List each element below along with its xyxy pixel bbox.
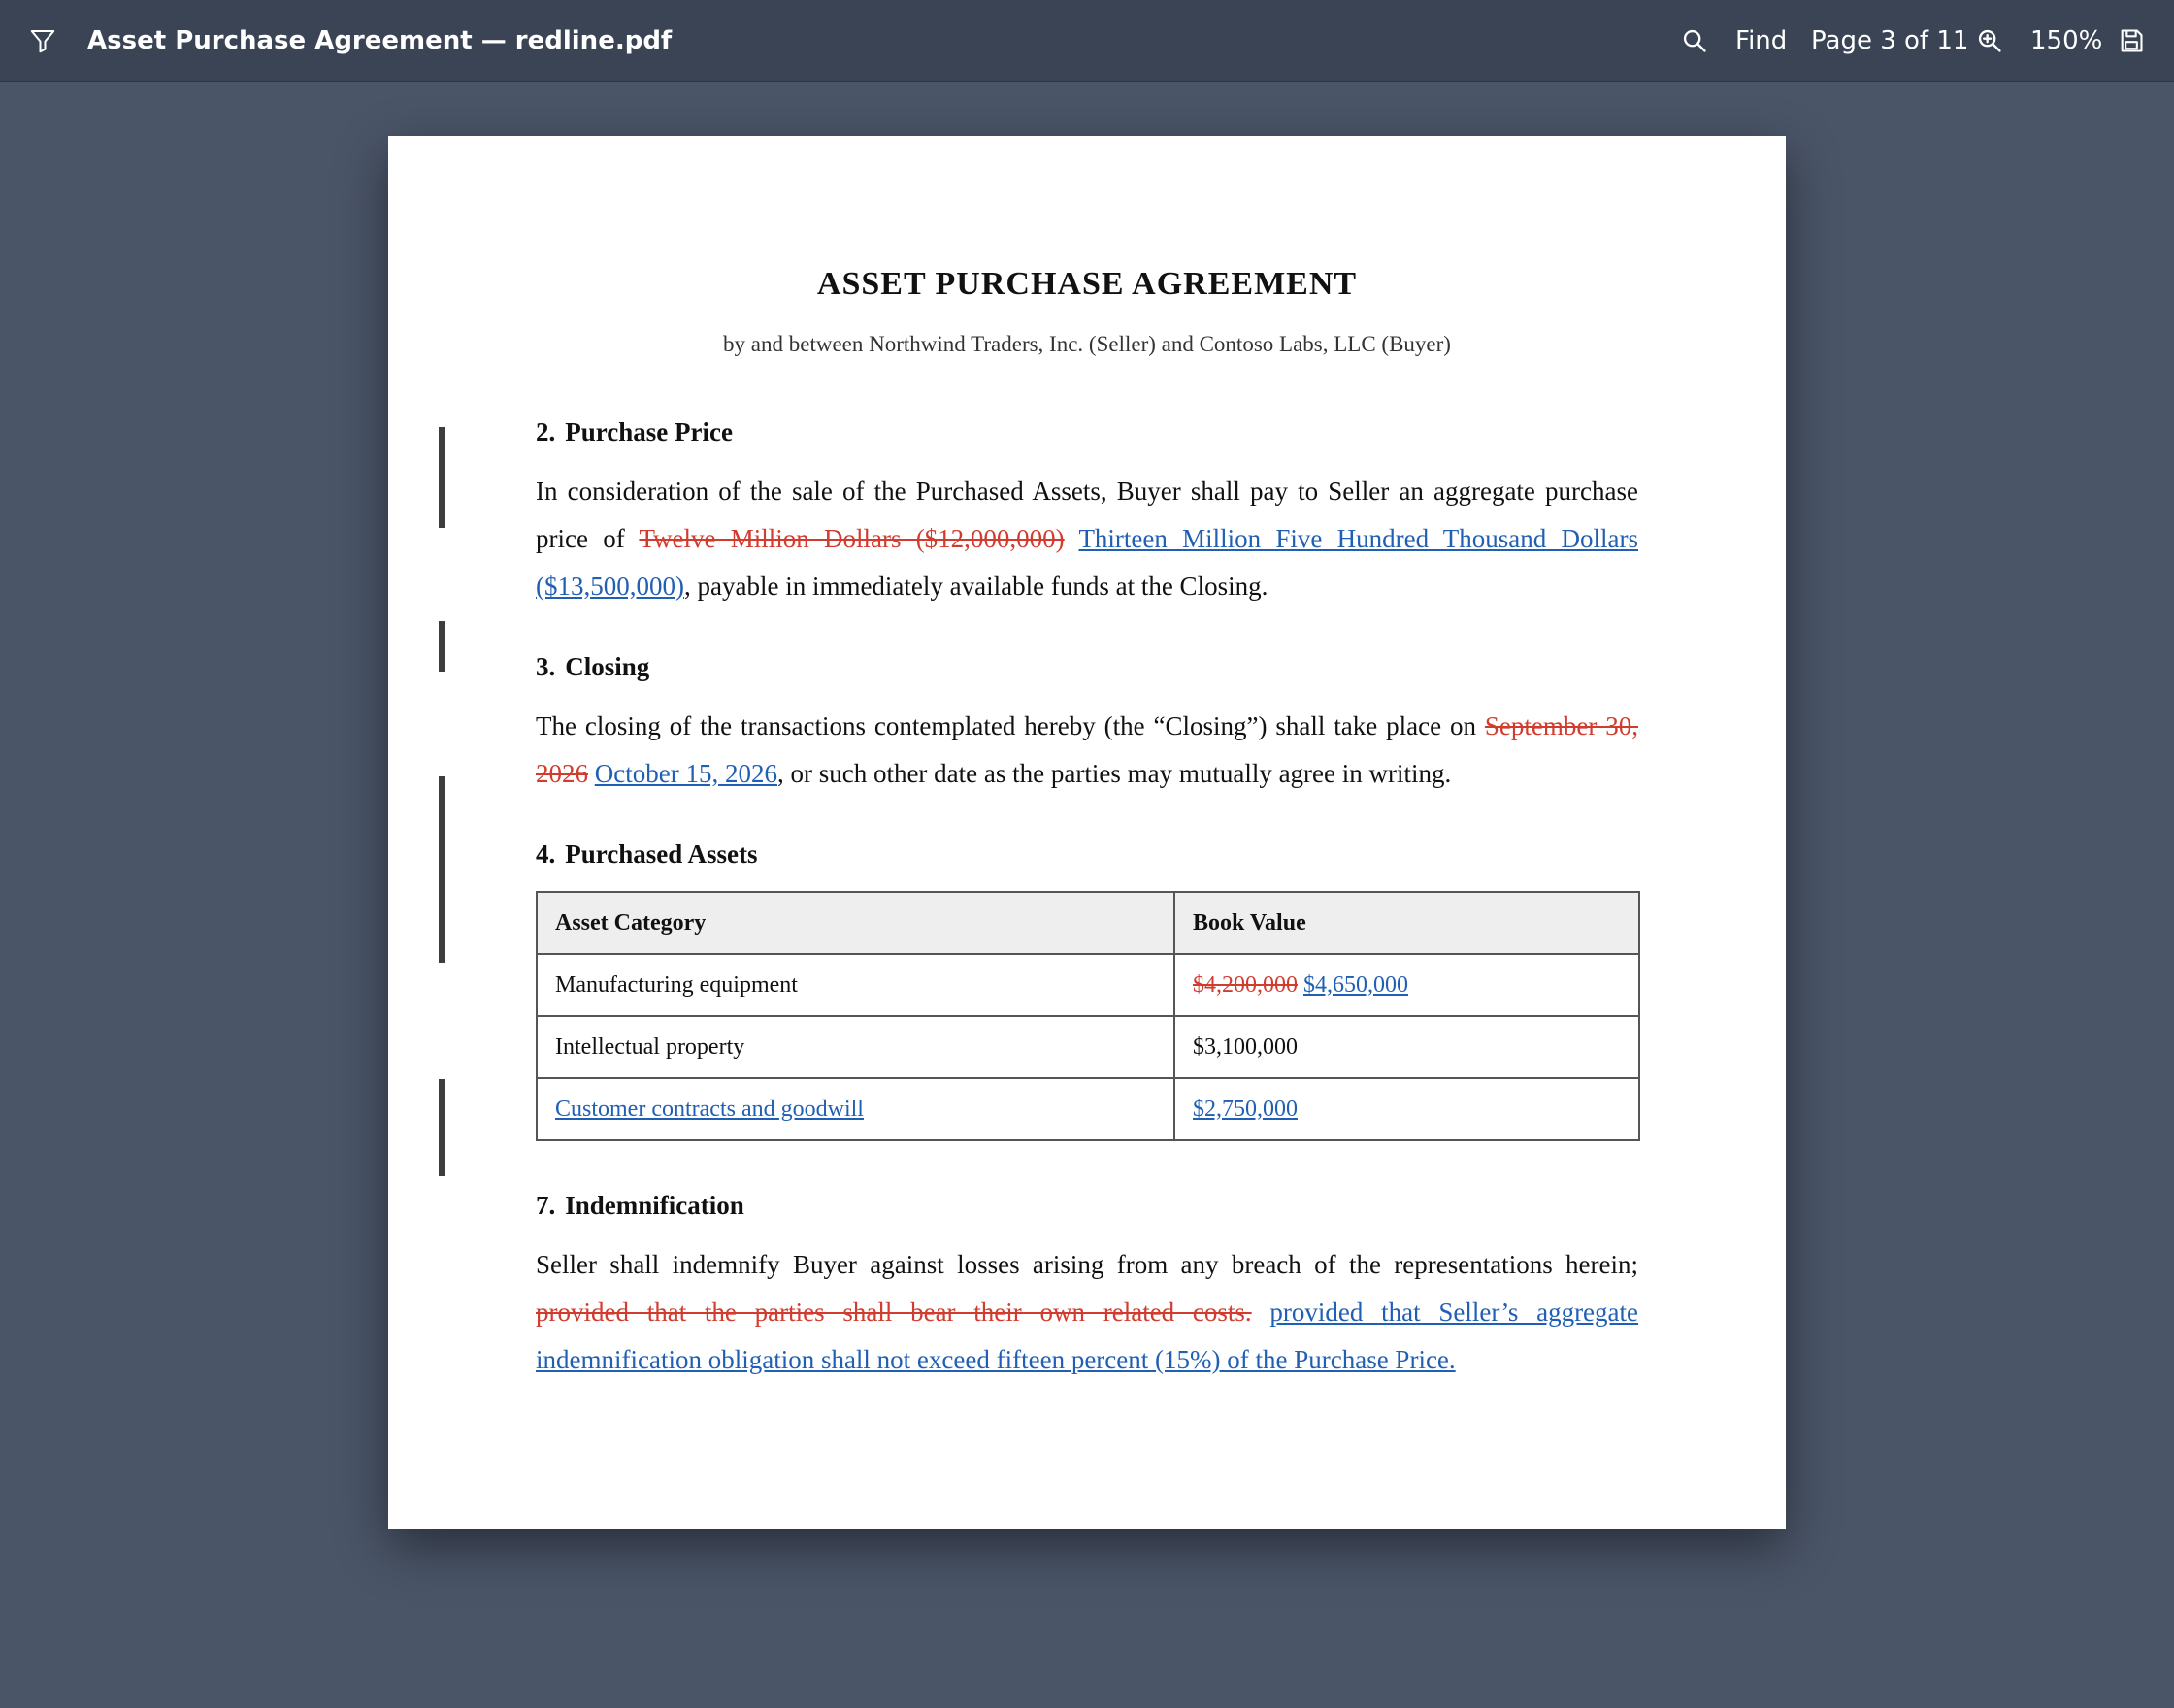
paragraph-text: In consideration of the sale of the Purchased Assets, Buyer shall pay to Seller an aggregate purchase price of (536, 476, 1638, 553)
document-heading: ASSET PURCHASE AGREEMENT (816, 266, 1358, 302)
table-row (537, 1078, 1639, 1140)
section-number: 7. (536, 1191, 556, 1220)
section-heading: Indemnification (565, 1191, 744, 1220)
paragraph-indemnification (536, 1241, 1638, 1384)
section-title-purchased-assets (536, 839, 758, 870)
paragraph-closing (536, 703, 1638, 798)
document-page (388, 136, 1786, 1529)
paragraph-text: Seller shall indemnify Buyer against losses arising from any breach of the representations herein; (536, 1250, 1638, 1279)
asset-table (536, 891, 1640, 1141)
deleted-text: provided that the parties shall bear their own related costs. (536, 1297, 1252, 1327)
filter-icon[interactable] (27, 0, 58, 82)
column-header-asset-category: Asset Category (537, 892, 1174, 954)
inserted-text: $4,650,000 (1303, 971, 1408, 998)
paragraph-text: , or such other date as the parties may mutually agree in writing. (776, 759, 1452, 788)
inserted-text: Thirteen Million Five Hundred Thousand Dollars ($13,500,000) (536, 524, 1639, 601)
section-number: 3. (536, 652, 556, 681)
table-row (537, 954, 1639, 1016)
zoom-in-icon[interactable] (1974, 0, 2005, 82)
section-number: 2. (536, 417, 556, 446)
table-row (537, 1016, 1639, 1078)
paragraph-purchase-price (536, 468, 1638, 610)
inserted-text: provided that Seller’s aggregate indemnification obligation shall not exceed fifteen percent (15%) of the Purchase Price. (536, 1297, 1639, 1374)
section-heading: Purchased Assets (565, 839, 758, 869)
inserted-text: October 15, 2026 (594, 759, 777, 788)
change-bar (439, 427, 445, 528)
section-heading: Closing (565, 652, 650, 681)
inserted-text: Customer contracts and goodwill (555, 1096, 864, 1122)
asset-category-cell: Intellectual property (537, 1016, 1174, 1078)
document-subtitle: by and between Northwind Traders, Inc. (Seller) and Contoso Labs, LLC (Buyer) (723, 332, 1451, 356)
section-title-indemnification (536, 1191, 744, 1221)
deleted-text: Twelve Million Dollars ($12,000,000) (639, 524, 1065, 553)
zoom-level[interactable]: 150% (2030, 26, 2103, 55)
paragraph-text: , payable in immediately available funds at the Closing. (683, 572, 1268, 601)
save-icon[interactable] (2116, 0, 2147, 82)
toolbar (0, 0, 2174, 82)
book-value-cell: $3,100,000 (1174, 1016, 1639, 1078)
asset-category-cell (537, 1078, 1174, 1140)
asset-category-cell: Manufacturing equipment (537, 954, 1174, 1016)
column-header-book-value: Book Value (1174, 892, 1639, 954)
page-indicator: Page 3 of 11 (1811, 26, 1969, 55)
change-bar (439, 621, 445, 672)
section-number: 4. (536, 839, 556, 869)
change-bar (439, 776, 445, 963)
deleted-text: $4,200,000 (1193, 971, 1298, 998)
change-bar (439, 1079, 445, 1176)
section-title-closing (536, 652, 649, 682)
section-title-purchase-price (536, 417, 733, 447)
table-header-row (537, 892, 1639, 954)
section-heading: Purchase Price (565, 417, 733, 446)
book-value-cell (1174, 954, 1639, 1016)
search-icon[interactable] (1679, 0, 1710, 82)
document-title: Asset Purchase Agreement — redline.pdf (87, 26, 673, 55)
book-value-cell (1174, 1078, 1639, 1140)
paragraph-text: The closing of the transactions contemplated hereby (the “Closing”) shall take place on (536, 711, 1476, 740)
find-button[interactable]: Find (1735, 26, 1788, 55)
inserted-text: $2,750,000 (1193, 1096, 1298, 1122)
deleted-text: September 30, 2026 (536, 711, 1639, 788)
